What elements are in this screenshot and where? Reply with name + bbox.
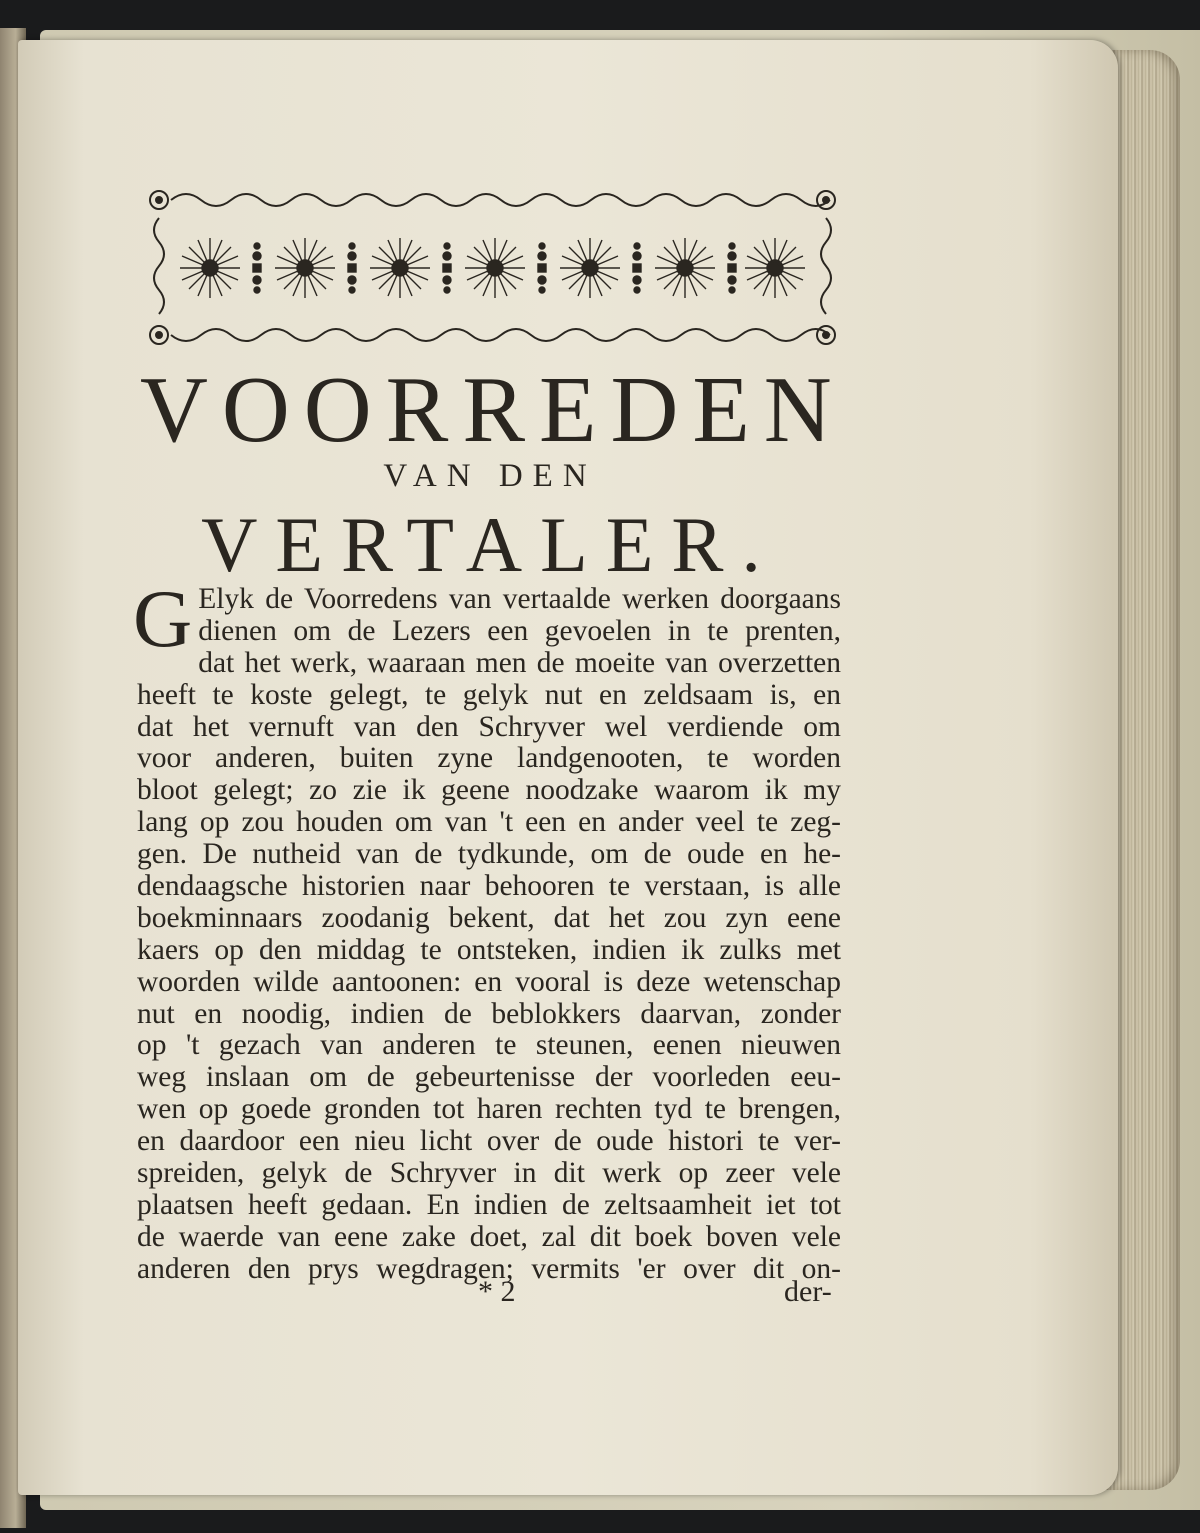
text-line: dat het werk, waaraan men de moeite van overzetten [198,646,841,679]
text-line: dendaagsche historien naar behooren te verstaan, is alle [137,870,841,903]
heading-subtitle: VAN DEN [383,458,597,494]
text-line: plaatsen heeft gedaan. En indien de zeltsaamheit iet tot [137,1188,841,1221]
text-line: wen op goede gronden tot haren rechten tyd te brengen, [137,1093,841,1126]
signature-mark: * 2 [478,1275,516,1308]
text-line: lang op zou houden om van 't een en ander veel te zeg- [137,806,841,839]
text-line: heeft te koste gelegt, te gelyk nut en zeldsaam is, en [137,678,841,711]
heading-title-2: VERTALER. [201,501,779,588]
text-line: anderen den prys wegdragen; vermits 'er over dit on- [137,1252,841,1285]
drop-cap: G [133,573,193,664]
text-line: op 't gezach van anderen te steunen, eenen nieuwen [137,1029,841,1062]
catchword: der- [784,1275,832,1308]
text-line: de waerde van eene zake doet, zal dit boek boven vele [137,1220,841,1253]
body-text [133,573,841,1286]
headpiece-ornament [145,180,840,355]
text-line: en daardoor een nieu licht over de oude histori te ver- [137,1125,841,1158]
text-line: woorden wilde aantoonen: en vooral is deze wetenschap [137,965,841,998]
text-line: weg inslaan om de gebeurtenisse der voorleden eeu- [137,1061,841,1094]
heading-title: VOORREDEN [140,358,846,462]
text-line: dat het vernuft van den Schryver wel verdiende om [137,710,841,743]
text-line: bloot gelegt; zo zie ik geene noodzake waarom ik my [137,774,841,807]
text-line: nut en noodig, indien de beblokkers daarvan, zonder [137,997,841,1030]
text-line: boekminnaars zoodanig bekent, dat het zou zyn eene [137,901,841,934]
text-line: Elyk de Voorredens van vertaalde werken doorgaans [198,583,841,615]
text-line: spreiden, gelyk de Schryver in dit werk op zeer vele [137,1157,841,1190]
text-line: kaers op den middag te ontsteken, indien ik zulks met [137,933,841,966]
text-line: voor anderen, buiten zyne landgenooten, te worden [137,742,841,775]
text-line: gen. De nutheid van de tydkunde, om de oude en he- [137,838,841,871]
text-line: dienen om de Lezers een gevoelen in te prenten, [198,614,841,647]
